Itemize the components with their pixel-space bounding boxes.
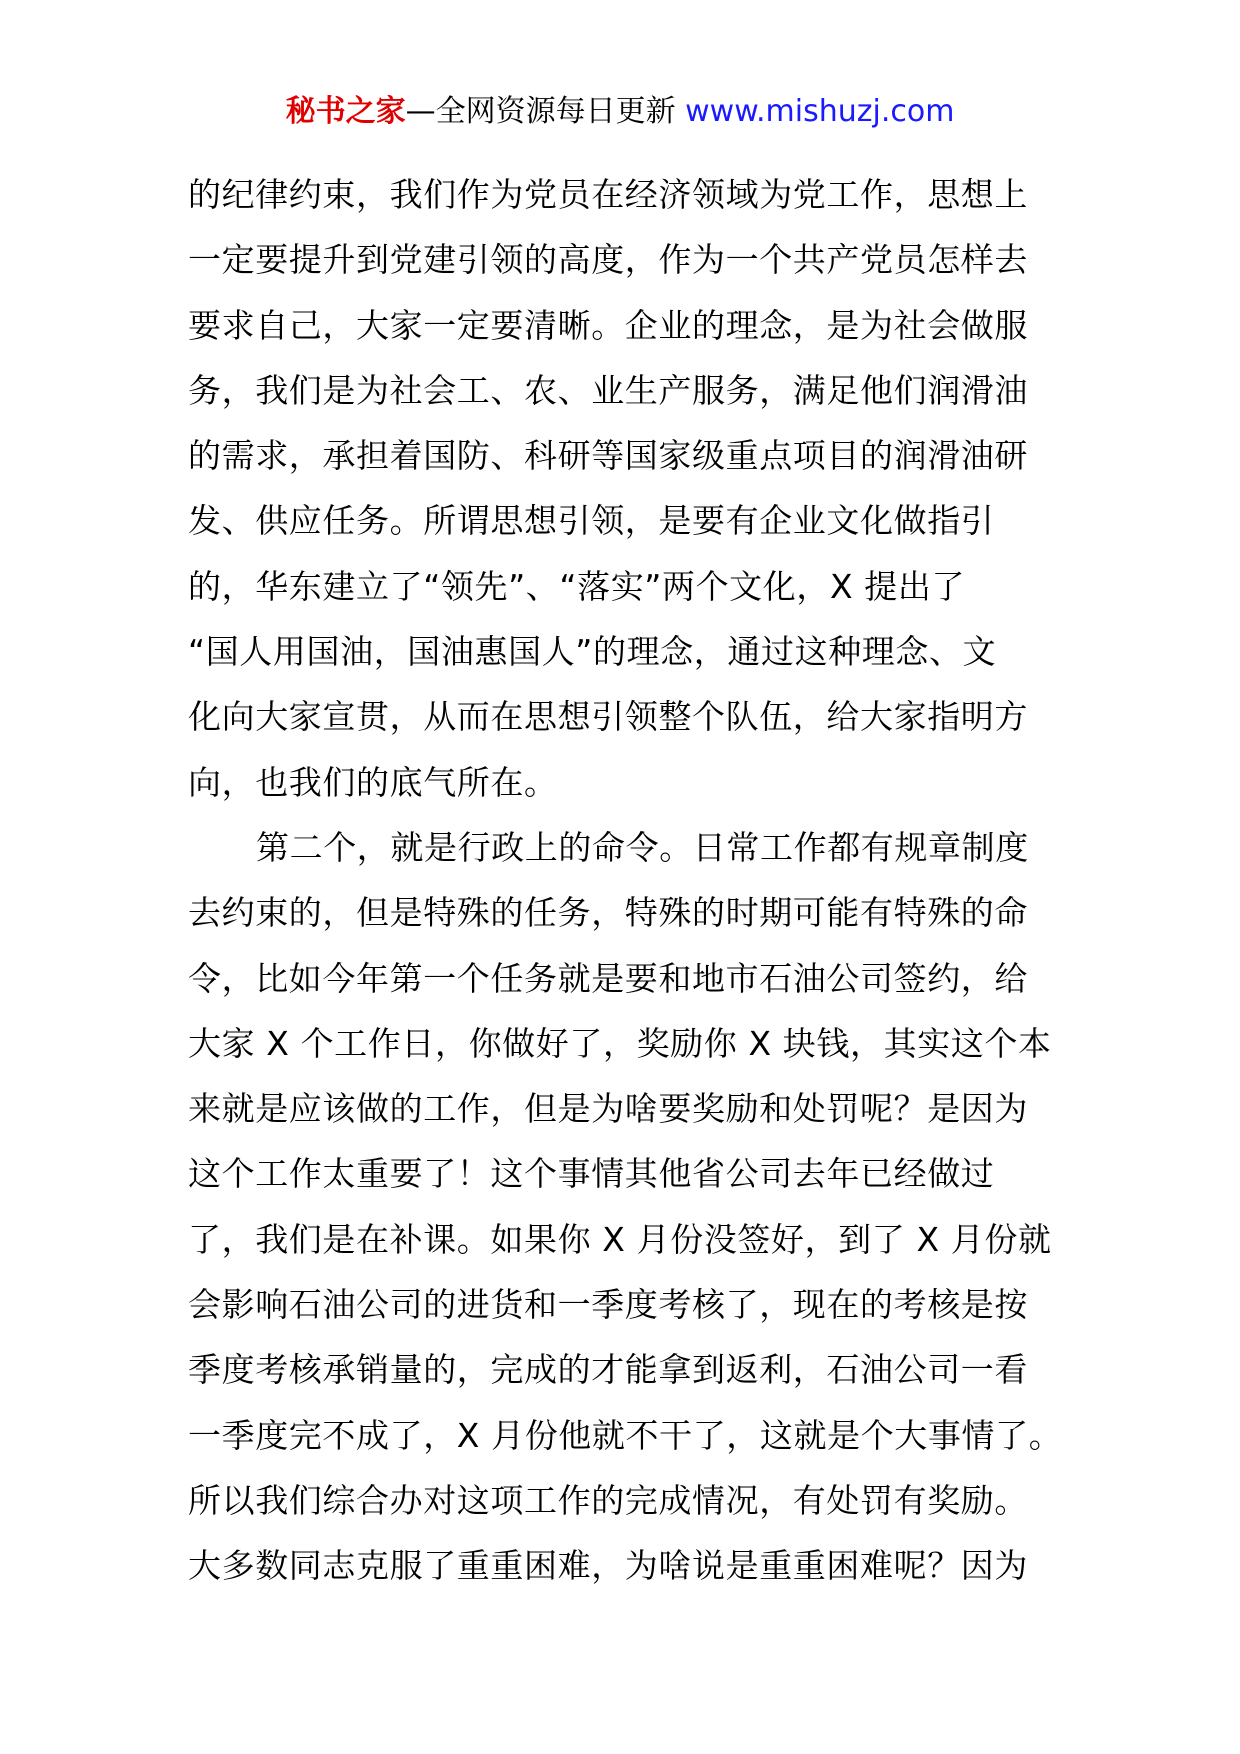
text-line: 化向大家宣贯，从而在思想引领整个队伍，给大家指明方: [188, 697, 1028, 737]
text-line: 发、供应任务。所谓思想引领，是要有企业文化做指引: [188, 501, 995, 541]
text-line: 会影响石油公司的进货和一季度考核了，现在的考核是按: [188, 1285, 1028, 1325]
text-line: 的需求，承担着国防、科研等国家级重点项目的润滑油研: [188, 436, 1028, 476]
text-line: 的，华东建立了“领先”、“落实”两个文化，X 提出了: [188, 566, 966, 606]
page-header: [0, 92, 1240, 132]
text-line: 了，我们是在补课。如果你 X 月份没签好，到了 X 月份就: [188, 1219, 1052, 1259]
header-tagline: —全网资源每日更新: [405, 94, 676, 129]
brand-name: 秘书之家: [285, 94, 406, 129]
text-line: 令，比如今年第一个任务就是要和地市石油公司签约，给: [188, 958, 1028, 998]
text-line: 季度考核承销量的，完成的才能拿到返利，石油公司一看: [188, 1350, 1028, 1390]
text-line: 一定要提升到党建引领的高度，作为一个共产党员怎样去: [188, 240, 1028, 280]
text-line: 所以我们综合办对这项工作的完成情况，有处罚有奖励。: [188, 1480, 1028, 1520]
text-line: 向，也我们的底气所在。: [188, 762, 558, 802]
text-line: “国人用国油，国油惠国人”的理念，通过这种理念、文: [188, 632, 997, 672]
text-line: 一季度完不成了，X 月份他就不干了，这就是个大事情了。: [188, 1415, 1063, 1455]
text-line: 大家 X 个工作日，你做好了，奖励你 X 块钱，其实这个本: [188, 1023, 1052, 1063]
text-line: 来就是应该做的工作，但是为啥要奖励和处罚呢？是因为: [188, 1089, 1028, 1129]
text-line: 去约束的，但是特殊的任务，特殊的时期可能有特殊的命: [188, 893, 1028, 933]
text-line: 这个工作太重要了！这个事情其他省公司去年已经做过: [188, 1154, 995, 1194]
text-line: 要求自己，大家一定要清晰。企业的理念，是为社会做服: [188, 305, 1028, 345]
paragraph-start-line: 第二个，就是行政上的命令。日常工作都有规章制度: [256, 827, 1029, 867]
text-line: 大多数同志克服了重重困难，为啥说是重重困难呢？因为: [188, 1546, 1028, 1586]
text-line: 的纪律约束，我们作为党员在经济领域为党工作，思想上: [188, 175, 1028, 214]
document-body: [188, 162, 1063, 1599]
text-line: 务，我们是为社会工、农、业生产服务，满足他们润滑油: [188, 370, 1028, 410]
website-link[interactable]: www.mishuzj.com: [685, 94, 955, 129]
